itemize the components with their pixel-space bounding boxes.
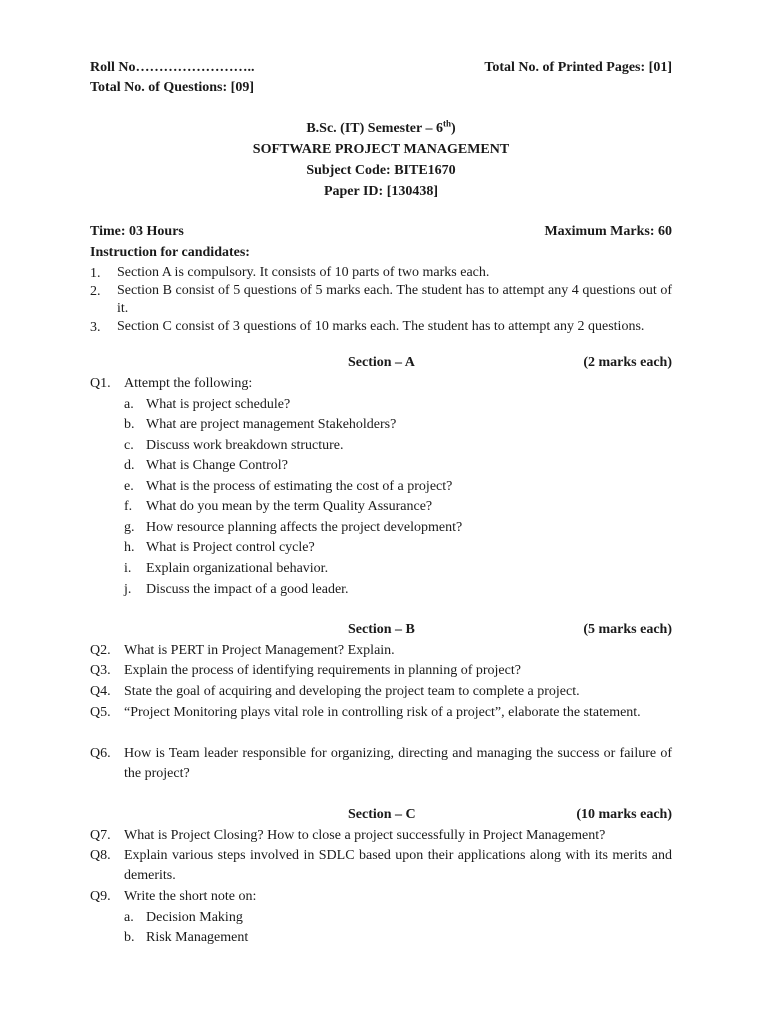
instruction-text: Section B consist of 5 questions of 5 marks each. The student has to attempt any 4 questions out of it. [117,283,672,316]
question-text: Write the short note on: [124,889,257,904]
question-q5 [90,703,672,743]
max-marks: Maximum Marks: 60 [544,224,672,239]
question-text: Explain various steps involved in SDLC based upon their applications along with its merits and demerits. [124,848,672,883]
question-q7 [90,826,672,846]
instruction-number: 1. [90,266,101,281]
question-number: Q6. [90,746,111,761]
question-q1 [90,374,672,394]
sub-part-text: What is Project control cycle? [146,540,315,555]
question-number: Q4. [90,684,111,699]
sub-part-text: Explain organizational behavior. [146,561,329,576]
time: Time: 03 Hours [90,224,184,239]
sub-part-text: What is project schedule? [146,397,291,412]
sub-part-letter: d. [124,458,135,473]
question-number: Q9. [90,889,111,904]
semester-line [90,119,672,139]
question-q6 [90,744,672,784]
question-number: Q3. [90,663,111,678]
sub-part-text: How resource planning affects the project development? [146,520,463,535]
sub-part-letter: a. [124,910,134,925]
question-q3 [90,661,672,681]
question-q4 [90,682,672,702]
semester-text: B.Sc. (IT) Semester – 6 [306,121,443,136]
question-number: Q7. [90,828,111,843]
question-number: Q1. [90,376,111,391]
sub-part-text: What are project management Stakeholders? [146,417,397,432]
roll-no: Roll No…………………….. [90,60,255,75]
instruction-number: 2. [90,284,101,299]
sub-part-text: Discuss work breakdown structure. [146,438,344,453]
instruction-text: Section A is compulsory. It consists of 10 parts of two marks each. [117,265,490,280]
question-text: What is Project Closing? How to close a project successfully in Project Management? [124,828,606,843]
section-a-marks: (2 marks each) [583,355,672,370]
sub-part-text: What do you mean by the term Quality Assurance? [146,499,433,514]
sub-part-letter: i. [124,561,132,576]
total-questions: Total No. of Questions: [09] [90,80,254,95]
question-text: State the goal of acquiring and developing the project team to complete a project. [124,684,580,699]
section-b-marks: (5 marks each) [583,622,672,637]
header-line [90,58,672,78]
semester-close: ) [450,121,456,136]
question-text: What is PERT in Project Management? Explain. [124,643,395,658]
sub-part-letter: h. [124,540,135,555]
sub-part-text: Risk Management [146,930,249,945]
sub-part-text: Discuss the impact of a good leader. [146,582,349,597]
sub-part-letter: j. [124,582,132,597]
semester-superscript: th [442,118,451,129]
paper-id: Paper ID: [130438] [323,184,439,199]
sub-part-text: Decision Making [146,910,243,925]
question-number: Q2. [90,643,111,658]
question-text: Attempt the following: [124,376,253,391]
question-number: Q5. [90,705,111,720]
question-q9 [90,887,672,907]
sub-part-letter: g. [124,520,135,535]
section-b-title: Section – B [348,622,415,637]
instruction-item [90,282,672,318]
sub-part-letter: f. [124,499,133,514]
question-number: Q8. [90,848,111,863]
time-marks-line [90,222,672,242]
question-q2 [90,641,672,661]
instruction-number: 3. [90,320,101,335]
question-text: How is Team leader responsible for organizing, directing and managing the success or failure of the project? [124,746,672,781]
subject-title: SOFTWARE PROJECT MANAGEMENT [252,142,510,157]
instruction-heading: Instruction for candidates: [90,245,250,260]
sub-part-letter: b. [124,417,135,432]
sub-part-letter: c. [124,438,134,453]
sub-part-text: What is Change Control? [146,458,288,473]
sub-part-letter: e. [124,479,134,494]
sub-part-letter: a. [124,397,134,412]
question-q8 [90,846,672,886]
question-text: Explain the process of identifying requirements in planning of project? [124,663,521,678]
subject-code: Subject Code: BITE1670 [306,163,456,178]
sub-part-text: What is the process of estimating the cost of a project? [146,479,453,494]
section-a-title: Section – A [348,355,415,370]
sub-part-letter: b. [124,930,135,945]
instruction-item [90,318,672,354]
section-c-title: Section – C [348,807,416,822]
printed-pages: Total No. of Printed Pages: [01] [484,60,672,75]
question-text: “Project Monitoring plays vital role in controlling risk of a project”, elaborate the statement. [124,705,641,720]
instruction-text: Section C consist of 3 questions of 10 marks each. The student has to attempt any 2 questions. [117,319,645,334]
instruction-item [90,264,672,282]
section-c-marks: (10 marks each) [576,807,672,822]
